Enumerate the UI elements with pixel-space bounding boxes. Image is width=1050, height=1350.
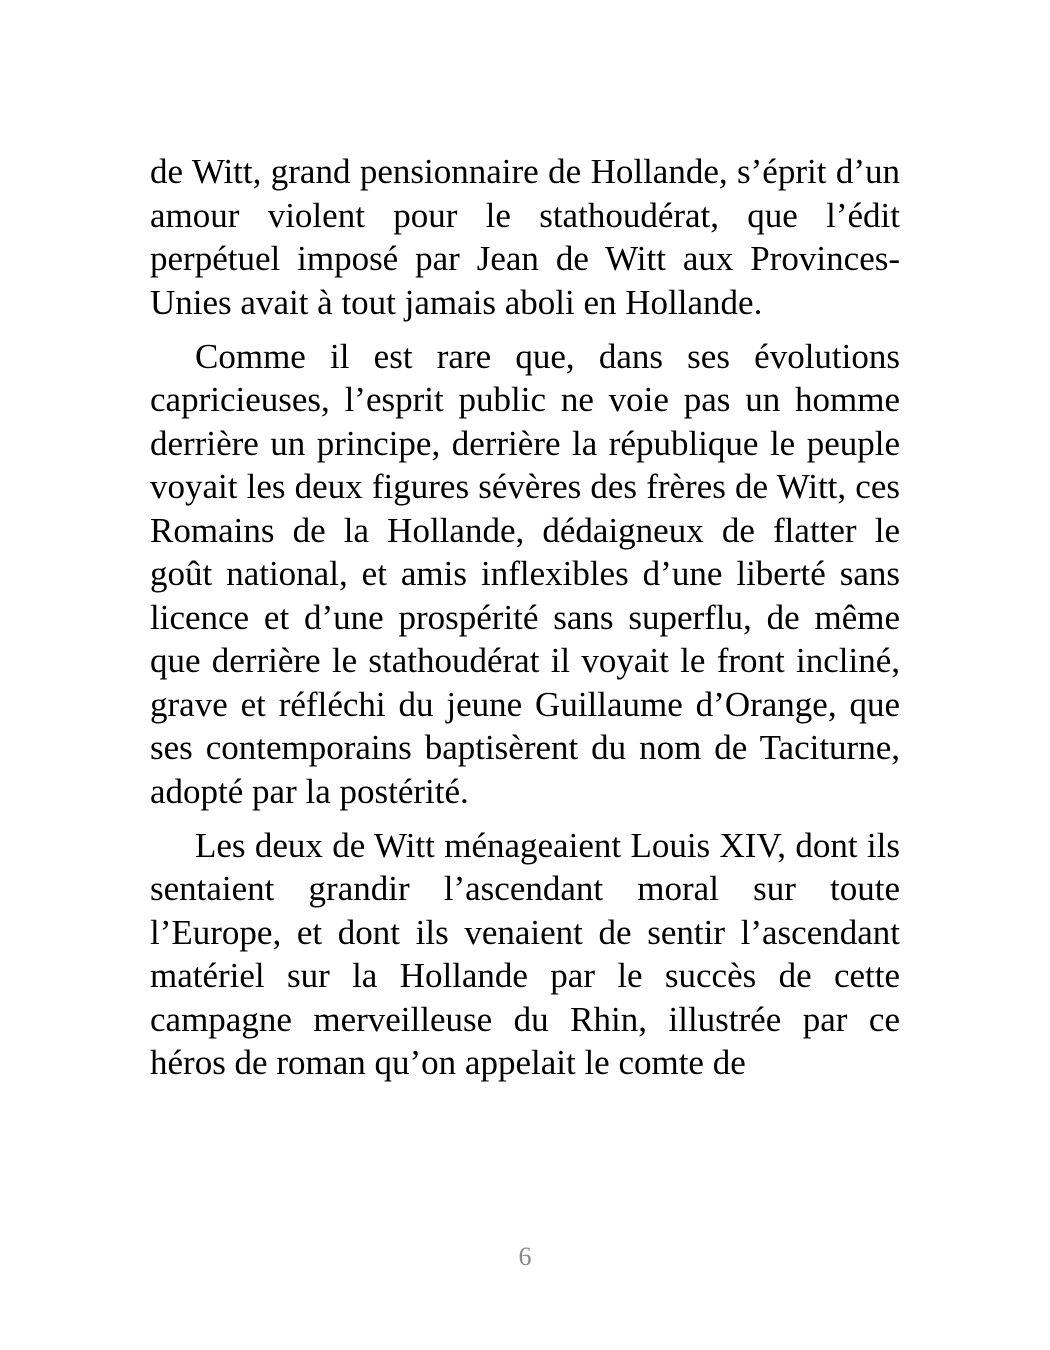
paragraph-continuation: de Witt, grand pensionnaire de Hollande, s’éprit d’un amour violent pour le stathoudérat, que l’édit perpétuel imposé par Jean de Witt aux Provinces-Unies avait à tout jamais aboli en Hollande. [150, 152, 900, 322]
paragraph: Comme il est rare que, dans ses évolutions capricieuses, l’esprit public ne voie pas un homme derrière un principe, derrière la république le peuple voyait les deux figures sévères des frères de Witt, ces Romains de la Hollande, dédaigneux de flatter le goût national, et amis inflexibles d’une liberté sans licence et d’une prospérité sans superflu, de même que derrière le stathoudérat il voyait le front incliné, grave et réfléchi du jeune Guillaume d’Orange, que ses contemporains baptisèrent du nom de Taciturne, adopté par la postérité. [150, 336, 900, 811]
body-text [150, 150, 900, 1095]
paragraph: Les deux de Witt ménageaient Louis XIV, dont ils sentaient grandir l’ascendant moral sur toute l’Europe, et dont ils venaient de sentir l’ascendant matériel sur la Hollande par le succès de cette campagne merveilleuse du Rhin, illustrée par ce héros de roman qu’on appelait le comte de [150, 825, 900, 1082]
page-number: 6 [518, 1242, 532, 1271]
